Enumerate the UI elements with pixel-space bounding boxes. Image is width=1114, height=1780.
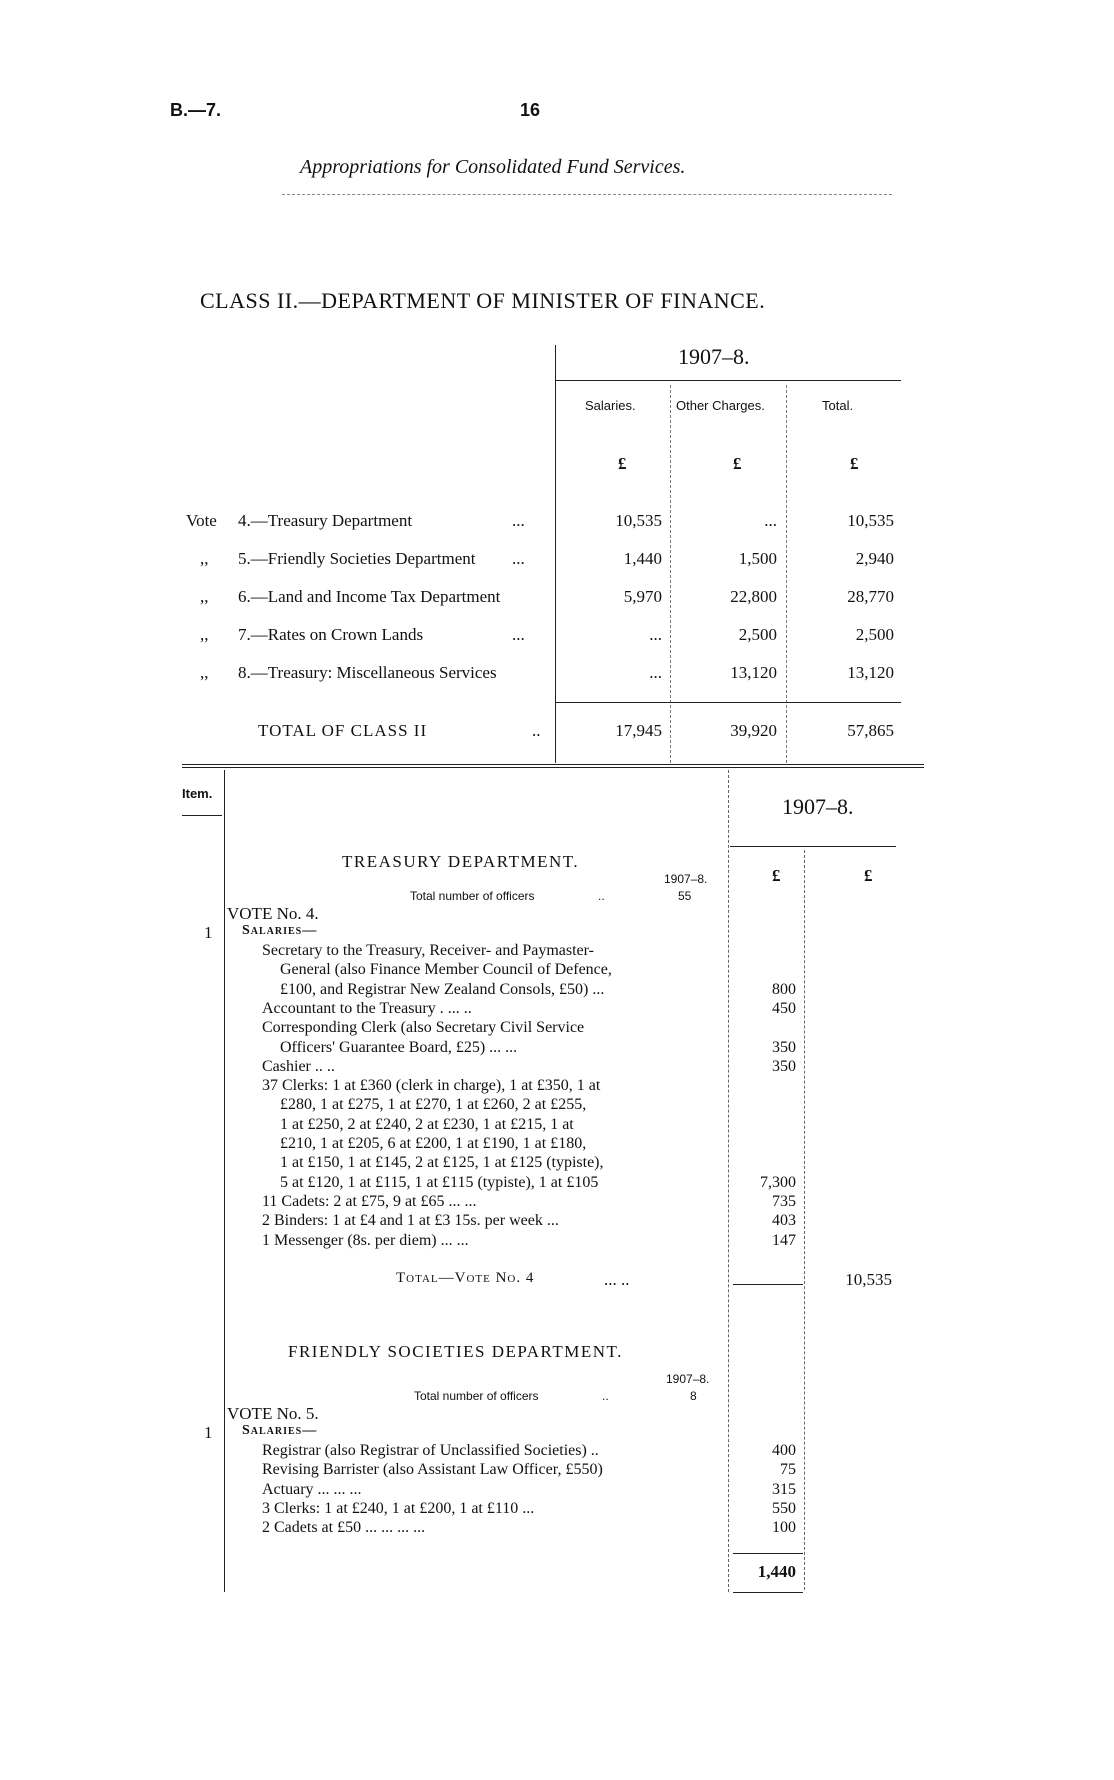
salary-line-amount: 315 — [772, 1480, 796, 1498]
row-label: 4.—Treasury Department — [238, 511, 413, 530]
treasury-item-number: 1 — [204, 923, 213, 942]
salary-line-text: 11 Cadets: 2 at £75, 9 at £65 ... ... — [262, 1192, 477, 1210]
currency-salaries: £ — [618, 454, 627, 473]
friendly-year-label: 1907–8. — [666, 1372, 710, 1386]
salary-line-text: Corresponding Clerk (also Secretary Civil Service — [262, 1019, 585, 1037]
salary-line-text: Officers' Guarantee Board, £25) ... ... — [280, 1038, 518, 1056]
friendly-subtotal-rule — [733, 1553, 803, 1554]
friendly-officers-count: 8 — [690, 1389, 697, 1403]
row-leader: ... — [512, 625, 525, 644]
summary-col-rule-1 — [670, 385, 671, 763]
salary-line-text: 37 Clerks: 1 at £360 (clerk in charge), 1 at £350, 1 at — [262, 1077, 601, 1095]
salary-line-text: Accountant to the Treasury . ... .. — [262, 999, 472, 1017]
salary-line-amount: 735 — [772, 1192, 796, 1210]
currency-other: £ — [733, 454, 742, 473]
row-total: 28,770 — [847, 587, 894, 606]
salary-line-text: £280, 1 at £275, 1 at £270, 1 at £260, 2 at £255, — [280, 1096, 587, 1114]
treasury-officers-leader: .. — [598, 889, 605, 903]
section-rule-bottom — [182, 767, 924, 768]
row-label: 8.—Treasury: Miscellaneous Services — [238, 663, 497, 682]
treasury-total-amount: 10,535 — [845, 1270, 892, 1289]
treasury-vote-number: VOTE No. 4. — [227, 904, 319, 923]
treasury-officers-count: 55 — [678, 889, 692, 903]
summary-total-rule — [556, 702, 901, 703]
friendly-title: FRIENDLY SOCIETIES DEPARTMENT. — [288, 1342, 623, 1361]
salary-line-amount: 550 — [772, 1499, 796, 1517]
row-leader: ... — [512, 511, 525, 530]
row-other: ... — [764, 511, 777, 530]
total-total: 57,865 — [847, 721, 894, 740]
total-column-rule — [804, 850, 805, 1590]
summary-year: 1907–8. — [678, 344, 750, 369]
summary-year-rule — [556, 380, 901, 381]
salary-line-text: Actuary ... ... ... — [262, 1480, 362, 1498]
friendly-subtotal: 1,440 — [757, 1562, 796, 1581]
detail-year: 1907–8. — [782, 794, 854, 819]
title-rule — [282, 194, 892, 195]
page-title: Appropriations for Consolidated Fund Services. — [300, 156, 686, 178]
salary-line-text: 2 Binders: 1 at £4 and 1 at £3 15s. per week ... — [262, 1212, 559, 1230]
total-label: TOTAL OF CLASS II — [258, 721, 428, 740]
page-reference: B.—7. — [170, 100, 222, 120]
treasury-total-rule — [733, 1284, 803, 1285]
item-column-rule — [224, 770, 225, 1592]
summary-left-rule — [555, 345, 556, 763]
page-number: 16 — [520, 100, 541, 120]
friendly-officers-label: Total number of officers — [414, 1389, 539, 1403]
treasury-total-leader: ... .. — [604, 1270, 630, 1289]
salary-line-text: Revising Barrister (also Assistant Law Officer, £550) — [262, 1461, 603, 1479]
vote-label: ,, — [200, 625, 209, 644]
salary-line-text: Secretary to the Treasury, Receiver- and Paymaster- — [262, 942, 594, 959]
salary-line-amount: 7,300 — [760, 1173, 796, 1191]
amount-column-rule — [728, 770, 729, 1592]
row-other: 2,500 — [738, 625, 777, 644]
salary-line-amount: 147 — [772, 1231, 796, 1249]
treasury-title: TREASURY DEPARTMENT. — [342, 852, 580, 871]
salary-line-amount: 350 — [772, 1057, 796, 1075]
class-title: CLASS II.—DEPARTMENT OF MINISTER OF FINANCE. — [200, 288, 766, 313]
total-other: 39,920 — [730, 721, 777, 740]
row-salaries: ... — [649, 663, 662, 682]
friendly-salaries-head: Salaries— — [242, 1423, 318, 1438]
row-other: 1,500 — [738, 549, 777, 568]
salary-line-amount: 450 — [772, 999, 796, 1017]
row-total: 2,500 — [855, 625, 894, 644]
salary-line-text: 1 at £150, 1 at £145, 2 at £125, 1 at £125 (typiste), — [280, 1154, 604, 1172]
salary-line-amount: 400 — [772, 1442, 796, 1459]
salary-line-amount: 403 — [772, 1212, 796, 1230]
detail-currency-total: £ — [864, 866, 873, 885]
friendly-item-number: 1 — [204, 1423, 213, 1442]
friendly-officers-leader: .. — [602, 1389, 609, 1403]
friendly-vote-number: VOTE No. 5. — [227, 1404, 319, 1423]
col-header-total: Total. — [822, 398, 854, 413]
currency-total: £ — [850, 454, 859, 473]
row-other: 22,800 — [730, 587, 777, 606]
row-salaries: ... — [649, 625, 662, 644]
salary-line-text: Cashier .. .. — [262, 1057, 335, 1075]
col-header-other-charges: Other Charges. — [676, 398, 765, 413]
salary-line-text: 2 Cadets at £50 ... ... ... ... — [262, 1519, 426, 1537]
salary-line-amount: 800 — [772, 980, 796, 998]
salary-line-text: 1 at £250, 2 at £240, 2 at £230, 1 at £215, 1 at — [280, 1115, 574, 1133]
salary-line-text: General (also Finance Member Council of Defence, — [280, 961, 612, 979]
detail-year-rule — [730, 846, 896, 847]
treasury-salaries-head: Salaries— — [242, 923, 318, 938]
total-leader: .. — [532, 721, 541, 740]
row-salaries: 1,440 — [623, 549, 662, 568]
salary-line-text: £210, 1 at £205, 6 at £200, 1 at £190, 1 at £180, — [280, 1135, 587, 1152]
total-salaries: 17,945 — [615, 721, 662, 740]
salary-line-amount: 350 — [772, 1038, 796, 1056]
row-label: 7.—Rates on Crown Lands — [238, 625, 424, 644]
salary-line-text: 3 Clerks: 1 at £240, 1 at £200, 1 at £110 ... — [262, 1499, 535, 1517]
row-total: 2,940 — [855, 549, 894, 568]
item-label-rule — [182, 815, 222, 816]
row-other: 13,120 — [730, 663, 777, 682]
vote-label: ,, — [200, 587, 209, 606]
salary-line-amount: 75 — [780, 1461, 796, 1479]
treasury-total-label: Total—Vote No. 4 — [396, 1270, 535, 1286]
col-header-salaries: Salaries. — [585, 398, 636, 413]
section-rule-top — [182, 764, 924, 765]
friendly-subtotal-bottom-rule — [733, 1592, 803, 1593]
row-label: 6.—Land and Income Tax Department — [238, 587, 501, 606]
row-label: 5.—Friendly Societies Department — [238, 549, 476, 568]
vote-label: ,, — [200, 549, 209, 568]
treasury-officers-label: Total number of officers — [410, 889, 535, 903]
vote-label: ,, — [200, 663, 209, 682]
salary-line-text: 5 at £120, 1 at £115, 1 at £115 (typiste), 1 at £105 — [280, 1173, 599, 1191]
vote-label: Vote — [186, 511, 217, 530]
salary-line-amount: 100 — [772, 1519, 796, 1537]
item-column-label: Item. — [182, 786, 213, 801]
row-total: 13,120 — [847, 663, 894, 682]
detail-currency-amount: £ — [772, 866, 781, 885]
row-total: 10,535 — [847, 511, 894, 530]
salary-line-text: 1 Messenger (8s. per diem) ... ... — [262, 1231, 469, 1249]
row-salaries: 5,970 — [623, 587, 662, 606]
summary-col-rule-2 — [786, 385, 787, 763]
treasury-year-label: 1907–8. — [664, 872, 708, 886]
salary-line-text: £100, and Registrar New Zealand Consols, £50) ... — [280, 980, 605, 998]
row-leader: ... — [512, 549, 525, 568]
row-salaries: 10,535 — [615, 511, 662, 530]
salary-line-text: Registrar (also Registrar of Unclassified Societies) .. — [262, 1442, 599, 1459]
